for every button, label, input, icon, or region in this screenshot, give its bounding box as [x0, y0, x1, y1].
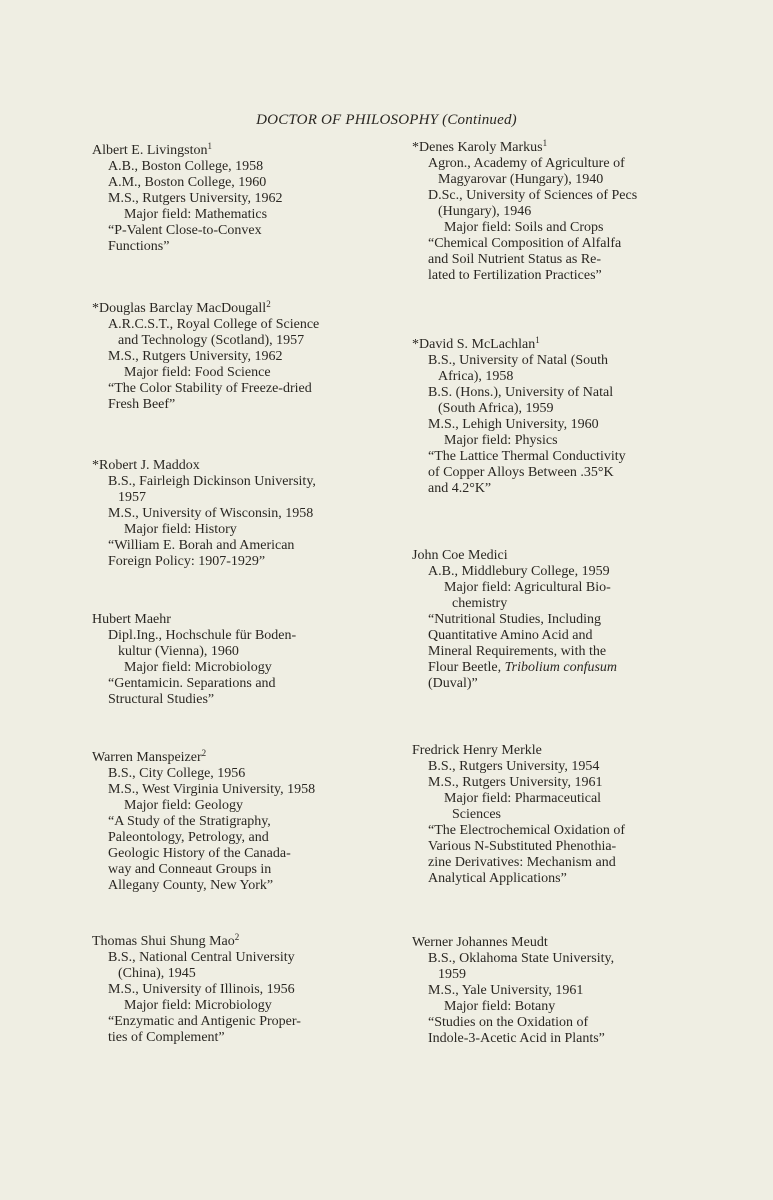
entry-line	[92, 349, 392, 365]
entry-line	[412, 220, 712, 236]
entry-line	[412, 564, 712, 580]
entry-line	[412, 644, 712, 660]
entry-line	[92, 644, 392, 660]
entry-text: M.S., Rutgers University, 1961	[428, 775, 603, 790]
entry-text: A.M., Boston College, 1960	[108, 175, 267, 190]
entry-text: Structural Studies”	[108, 692, 215, 707]
degree-entry	[92, 750, 392, 894]
entry-text: *Denes Karoly Markus	[412, 140, 543, 155]
degree-entry	[412, 935, 712, 1047]
entry-line	[412, 999, 712, 1015]
entry-text: (Hungary), 1946	[438, 204, 532, 219]
entry-name	[412, 337, 712, 353]
entry-line	[412, 775, 712, 791]
entry-line	[412, 385, 712, 401]
entry-line	[412, 465, 712, 481]
entry-text: A.B., Boston College, 1958	[108, 159, 264, 174]
entry-name	[412, 548, 712, 564]
degree-entry	[412, 548, 712, 692]
entry-line	[412, 807, 712, 823]
entry-line	[412, 236, 712, 252]
entry-line	[92, 950, 392, 966]
entry-line	[92, 365, 392, 381]
entry-name	[412, 935, 712, 951]
entry-text: Analytical Applications”	[428, 871, 567, 886]
entry-line	[412, 791, 712, 807]
entry-text: Major field: History	[124, 522, 237, 537]
entry-text: Allegany County, New York”	[108, 878, 274, 893]
entry-text: Fresh Beef”	[108, 397, 176, 412]
entry-text: “Enzymatic and Antigenic Proper-	[108, 1014, 301, 1029]
entry-text: of Copper Alloys Between .35°K	[428, 465, 614, 480]
entry-text: Major field: Mathematics	[124, 207, 268, 222]
entry-text: *David S. McLachlan	[412, 337, 536, 352]
entry-text: Major field: Food Science	[124, 365, 271, 380]
degree-entry	[412, 337, 712, 497]
entry-text: Sciences	[452, 807, 501, 822]
entry-text: Warren Manspeizer	[92, 750, 202, 765]
entry-line	[412, 951, 712, 967]
entry-text: B.S., Oklahoma State University,	[428, 951, 615, 966]
entry-text: and Soil Nutrient Status as Re-	[428, 252, 602, 267]
entry-text: B.S., National Central University	[108, 950, 295, 965]
degree-entry	[412, 743, 712, 887]
degree-entry	[92, 301, 392, 413]
entry-text: D.Sc., University of Sciences of Pecs	[428, 188, 638, 203]
entry-line	[92, 846, 392, 862]
entry-line	[92, 175, 392, 191]
entry-text: B.S., Rutgers University, 1954	[428, 759, 600, 774]
entry-line	[412, 204, 712, 220]
footnote-marker: 1	[207, 141, 212, 151]
entry-text: Major field: Microbiology	[124, 660, 272, 675]
degree-entry	[412, 140, 712, 284]
entry-line	[92, 207, 392, 223]
entry-text: Hubert Maehr	[92, 612, 171, 627]
entry-text: “Gentamicin. Separations and	[108, 676, 276, 691]
entry-text: M.S., Rutgers University, 1962	[108, 349, 283, 364]
entry-text: Major field: Microbiology	[124, 998, 272, 1013]
entry-text: M.S., University of Illinois, 1956	[108, 982, 295, 997]
entry-text: and 4.2°K”	[428, 481, 492, 496]
entry-name	[92, 143, 392, 159]
entry-line	[92, 862, 392, 878]
entry-line	[92, 554, 392, 570]
entry-line	[412, 983, 712, 999]
entry-line	[412, 401, 712, 417]
entry-line	[92, 766, 392, 782]
entry-text: M.S., University of Wisconsin, 1958	[108, 506, 314, 521]
entry-line	[412, 417, 712, 433]
entry-text: chemistry	[452, 596, 508, 611]
entry-line	[412, 1015, 712, 1031]
entry-line	[412, 369, 712, 385]
entry-line	[92, 798, 392, 814]
entry-name	[92, 934, 392, 950]
entry-text: “The Lattice Thermal Conductivity	[428, 449, 626, 464]
entry-name	[412, 743, 712, 759]
entry-line	[92, 397, 392, 413]
entry-line	[412, 353, 712, 369]
entry-text: Flour Beetle,	[428, 660, 505, 675]
entry-text: Foreign Policy: 1907-1929”	[108, 554, 266, 569]
entry-line	[412, 188, 712, 204]
entry-text: “William E. Borah and American	[108, 538, 295, 553]
entry-text: (China), 1945	[118, 966, 196, 981]
entry-text: (Duval)”	[428, 676, 478, 691]
entry-text: Major field: Pharmaceutical	[444, 791, 602, 806]
entry-text: B.S. (Hons.), University of Natal	[428, 385, 614, 400]
entry-line	[412, 967, 712, 983]
entry-line	[92, 1014, 392, 1030]
entry-text: Fredrick Henry Merkle	[412, 743, 542, 758]
degree-entry	[92, 458, 392, 570]
degree-entry	[92, 934, 392, 1046]
entry-text: Mineral Requirements, with the	[428, 644, 607, 659]
entry-line	[412, 759, 712, 775]
footnote-marker: 2	[201, 748, 207, 758]
entry-line	[412, 855, 712, 871]
entry-text: “The Color Stability of Freeze-dried	[108, 381, 312, 396]
entry-line	[92, 998, 392, 1014]
entry-text: Major field: Physics	[444, 433, 558, 448]
entry-line	[92, 660, 392, 676]
entry-text: ties of Complement”	[108, 1030, 225, 1045]
entry-text: way and Conneaut Groups in	[108, 862, 272, 877]
entry-text: B.S., University of Natal (South	[428, 353, 609, 368]
entry-text: *Robert J. Maddox	[92, 458, 200, 473]
entry-text: Geologic History of the Canada-	[108, 846, 291, 861]
entry-text: B.S., City College, 1956	[108, 766, 246, 781]
entry-text: John Coe Medici	[412, 548, 508, 563]
entry-text: Major field: Soils and Crops	[444, 220, 604, 235]
entry-line	[92, 966, 392, 982]
entry-text: Dipl.Ing., Hochschule für Boden-	[108, 628, 297, 643]
entry-line	[92, 628, 392, 644]
page-title: DOCTOR OF PHILOSOPHY (Continued)	[256, 112, 517, 128]
entry-line	[412, 156, 712, 172]
entry-name	[92, 301, 392, 317]
entry-line	[412, 580, 712, 596]
entry-line	[412, 839, 712, 855]
degree-entry	[92, 612, 392, 708]
entry-line	[92, 223, 392, 239]
entry-line	[92, 317, 392, 333]
entry-line	[92, 676, 392, 692]
entry-line	[412, 660, 712, 676]
entry-text: Indole-3-Acetic Acid in Plants”	[428, 1031, 605, 1046]
entry-line	[412, 1031, 712, 1047]
entry-line	[92, 239, 392, 255]
entry-line	[412, 252, 712, 268]
entry-text: Magyarovar (Hungary), 1940	[438, 172, 604, 187]
species-name: Tribolium confusum	[504, 660, 618, 675]
entry-line	[412, 449, 712, 465]
entry-text: Werner Johannes Meudt	[412, 935, 548, 950]
entry-name	[92, 612, 392, 628]
entry-line	[412, 628, 712, 644]
entry-text: Paleontology, Petrology, and	[108, 830, 269, 845]
entry-line	[412, 676, 712, 692]
entry-text: M.S., West Virginia University, 1958	[108, 782, 316, 797]
entry-text: *Douglas Barclay MacDougall	[92, 301, 267, 316]
entry-line	[92, 814, 392, 830]
entry-text: “Studies on the Oxidation of	[428, 1015, 589, 1030]
entry-text: Quantitative Amino Acid and	[428, 628, 593, 643]
entry-name	[92, 458, 392, 474]
entry-line	[92, 538, 392, 554]
entry-line	[412, 823, 712, 839]
entry-text: Agron., Academy of Agriculture of	[428, 156, 625, 171]
entry-text: A.B., Middlebury College, 1959	[428, 564, 610, 579]
entry-text: zine Derivatives: Mechanism and	[428, 855, 616, 870]
entry-line	[412, 612, 712, 628]
entry-text: 1959	[438, 967, 466, 982]
entry-text: “Nutritional Studies, Including	[428, 612, 602, 627]
entry-line	[92, 381, 392, 397]
entry-line	[92, 1030, 392, 1046]
entry-text: Functions”	[108, 239, 170, 254]
entry-text: Various N-Substituted Phenothia-	[428, 839, 617, 854]
entry-text: A.R.C.S.T., Royal College of Science	[108, 317, 320, 332]
entry-line	[92, 692, 392, 708]
entry-line	[412, 596, 712, 612]
entry-text: kultur (Vienna), 1960	[118, 644, 239, 659]
entry-line	[412, 268, 712, 284]
entry-line	[412, 433, 712, 449]
entry-line	[412, 172, 712, 188]
entry-line	[92, 490, 392, 506]
entry-text: Major field: Agricultural Bio-	[444, 580, 611, 595]
entry-text: (South Africa), 1959	[438, 401, 554, 416]
entry-line	[92, 782, 392, 798]
entry-text: “Chemical Composition of Alfalfa	[428, 236, 622, 251]
entry-line	[412, 871, 712, 887]
entry-text: “P-Valent Close-to-Convex	[108, 223, 262, 238]
entry-text: Thomas Shui Shung Mao	[92, 934, 235, 949]
footnote-marker: 2	[266, 299, 271, 309]
entry-text: Major field: Botany	[444, 999, 556, 1014]
entry-line	[92, 333, 392, 349]
degree-entry	[92, 143, 392, 255]
entry-text: lated to Fertilization Practices”	[428, 268, 602, 283]
entry-line	[92, 522, 392, 538]
footnote-marker: 1	[535, 335, 540, 345]
entry-text: M.S., Lehigh University, 1960	[428, 417, 599, 432]
entry-text: Albert E. Livingston	[92, 143, 208, 158]
entry-line	[92, 191, 392, 207]
entry-text: Major field: Geology	[124, 798, 243, 813]
entry-text: B.S., Fairleigh Dickinson University,	[108, 474, 316, 489]
entry-line	[92, 474, 392, 490]
entry-line	[92, 878, 392, 894]
entry-text: “A Study of the Stratigraphy,	[108, 814, 271, 829]
entry-text: “The Electrochemical Oxidation of	[428, 823, 626, 838]
footnote-marker: 1	[542, 138, 548, 148]
entry-line	[92, 830, 392, 846]
entry-name	[412, 140, 712, 156]
entry-text: 1957	[118, 490, 146, 505]
entry-line	[92, 159, 392, 175]
entry-text: and Technology (Scotland), 1957	[118, 333, 305, 348]
entry-text: M.S., Rutgers University, 1962	[108, 191, 283, 206]
entry-name	[92, 750, 392, 766]
entry-text: M.S., Yale University, 1961	[428, 983, 584, 998]
entry-text: Africa), 1958	[438, 369, 514, 384]
entry-line	[92, 982, 392, 998]
entry-line	[92, 506, 392, 522]
entry-line	[412, 481, 712, 497]
footnote-marker: 2	[234, 932, 240, 942]
